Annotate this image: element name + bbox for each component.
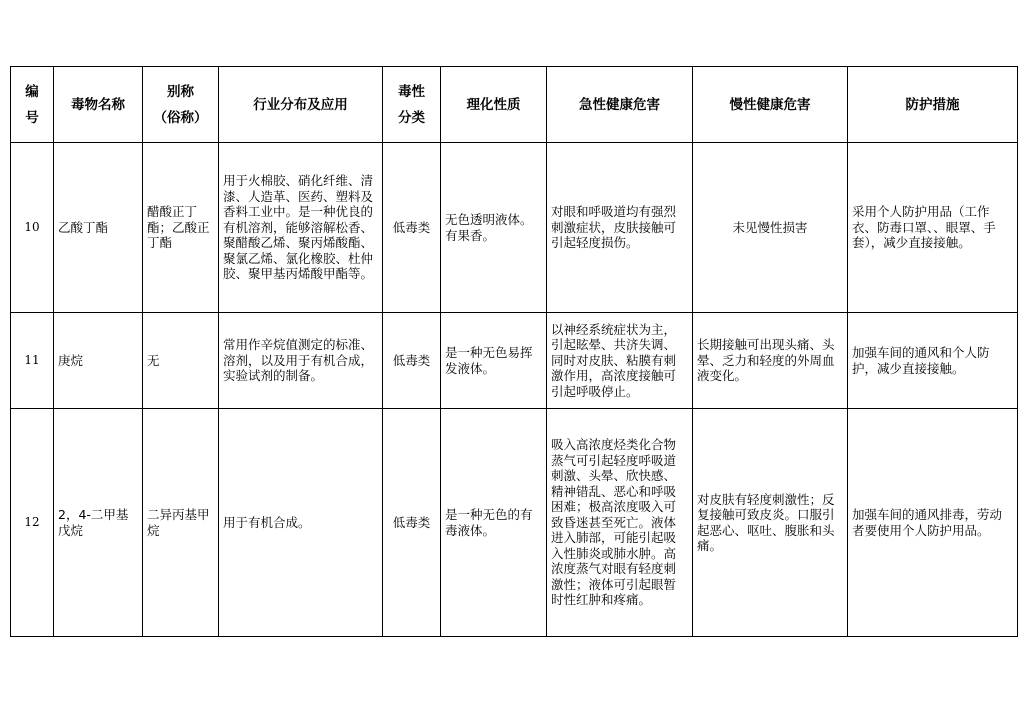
cell-protection: 加强车间的通风和个人防护，减少直接接触。 bbox=[848, 313, 1018, 409]
cell-properties: 是一种无色易挥发液体。 bbox=[441, 313, 547, 409]
header-industry: 行业分布及应用 bbox=[219, 67, 383, 143]
cell-chronic: 未见慢性损害 bbox=[693, 143, 848, 313]
cell-industry: 用于火棉胶、硝化纤维、清漆、人造革、医药、塑料及香料工业中。是一种优良的有机溶剂，能够溶解松香、聚醋酸乙烯、聚丙烯酸酯、聚氯乙烯、氯化橡胶、杜仲胶、聚甲基丙烯酸甲酯等。 bbox=[219, 143, 383, 313]
cell-alias: 无 bbox=[143, 313, 219, 409]
header-row bbox=[11, 67, 1018, 143]
cell-acute: 对眼和呼吸道均有强烈刺激症状，皮肤接触可引起轻度损伤。 bbox=[547, 143, 693, 313]
cell-industry: 用于有机合成。 bbox=[219, 409, 383, 637]
table-row bbox=[11, 143, 1018, 313]
cell-name: 庚烷 bbox=[54, 313, 143, 409]
header-alias-line1: 别称 bbox=[167, 83, 194, 100]
header-protection: 防护措施 bbox=[848, 67, 1018, 143]
cell-toxicity: 低毒类 bbox=[383, 143, 441, 313]
header-id-line1: 编 bbox=[25, 83, 39, 100]
header-alias-line2: （俗称） bbox=[153, 109, 208, 126]
cell-name: 乙酸丁酯 bbox=[54, 143, 143, 313]
header-chronic: 慢性健康危害 bbox=[693, 67, 848, 143]
cell-industry: 常用作辛烷值测定的标准、溶剂，以及用于有机合成，实验试剂的制备。 bbox=[219, 313, 383, 409]
cell-name: 2，4-二甲基戊烷 bbox=[54, 409, 143, 637]
table-row bbox=[11, 409, 1018, 637]
table-row bbox=[11, 313, 1018, 409]
cell-id: 11 bbox=[11, 313, 54, 409]
cell-properties: 是一种无色的有毒液体。 bbox=[441, 409, 547, 637]
cell-toxicity: 低毒类 bbox=[383, 313, 441, 409]
toxic-substance-table bbox=[10, 66, 1018, 637]
header-toxicity-line1: 毒性 bbox=[398, 83, 425, 100]
header-alias bbox=[143, 67, 219, 143]
cell-acute: 以神经系统症状为主，引起眩晕、共济失调、同时对皮肤、粘膜有刺激作用，高浓度接触可引起呼吸停止。 bbox=[547, 313, 693, 409]
cell-protection: 加强车间的通风排毒，劳动者要使用个人防护用品。 bbox=[848, 409, 1018, 637]
header-name: 毒物名称 bbox=[54, 67, 143, 143]
cell-chronic: 长期接触可出现头痛、头晕、乏力和轻度的外周血液变化。 bbox=[693, 313, 848, 409]
header-properties: 理化性质 bbox=[441, 67, 547, 143]
cell-acute: 吸入高浓度烃类化合物蒸气可引起轻度呼吸道刺激、头晕、欣快感、精神错乱、恶心和呼吸困难；极高浓度吸入可致昏迷甚至死亡。液体进入肺部，可能引起吸入性肺炎或肺水肿。高浓度蒸气对眼有轻度刺激性；液体可引起眼暂时性红肿和疼痛。 bbox=[547, 409, 693, 637]
cell-id: 10 bbox=[11, 143, 54, 313]
header-id-line2: 号 bbox=[25, 109, 39, 126]
header-id bbox=[11, 67, 54, 143]
cell-protection: 采用个人防护用品（工作衣、防毒口罩、、眼罩、手套），减少直接接触。 bbox=[848, 143, 1018, 313]
cell-properties: 无色透明液体。有果香。 bbox=[441, 143, 547, 313]
cell-alias: 醋酸正丁酯；乙酸正丁酯 bbox=[143, 143, 219, 313]
cell-chronic: 对皮肤有轻度刺激性；反复接触可致皮炎。口服引起恶心、呕吐、腹胀和头痛。 bbox=[693, 409, 848, 637]
header-toxicity bbox=[383, 67, 441, 143]
header-acute: 急性健康危害 bbox=[547, 67, 693, 143]
cell-id: 12 bbox=[11, 409, 54, 637]
header-toxicity-line2: 分类 bbox=[398, 109, 425, 126]
cell-toxicity: 低毒类 bbox=[383, 409, 441, 637]
cell-alias: 二异丙基甲烷 bbox=[143, 409, 219, 637]
